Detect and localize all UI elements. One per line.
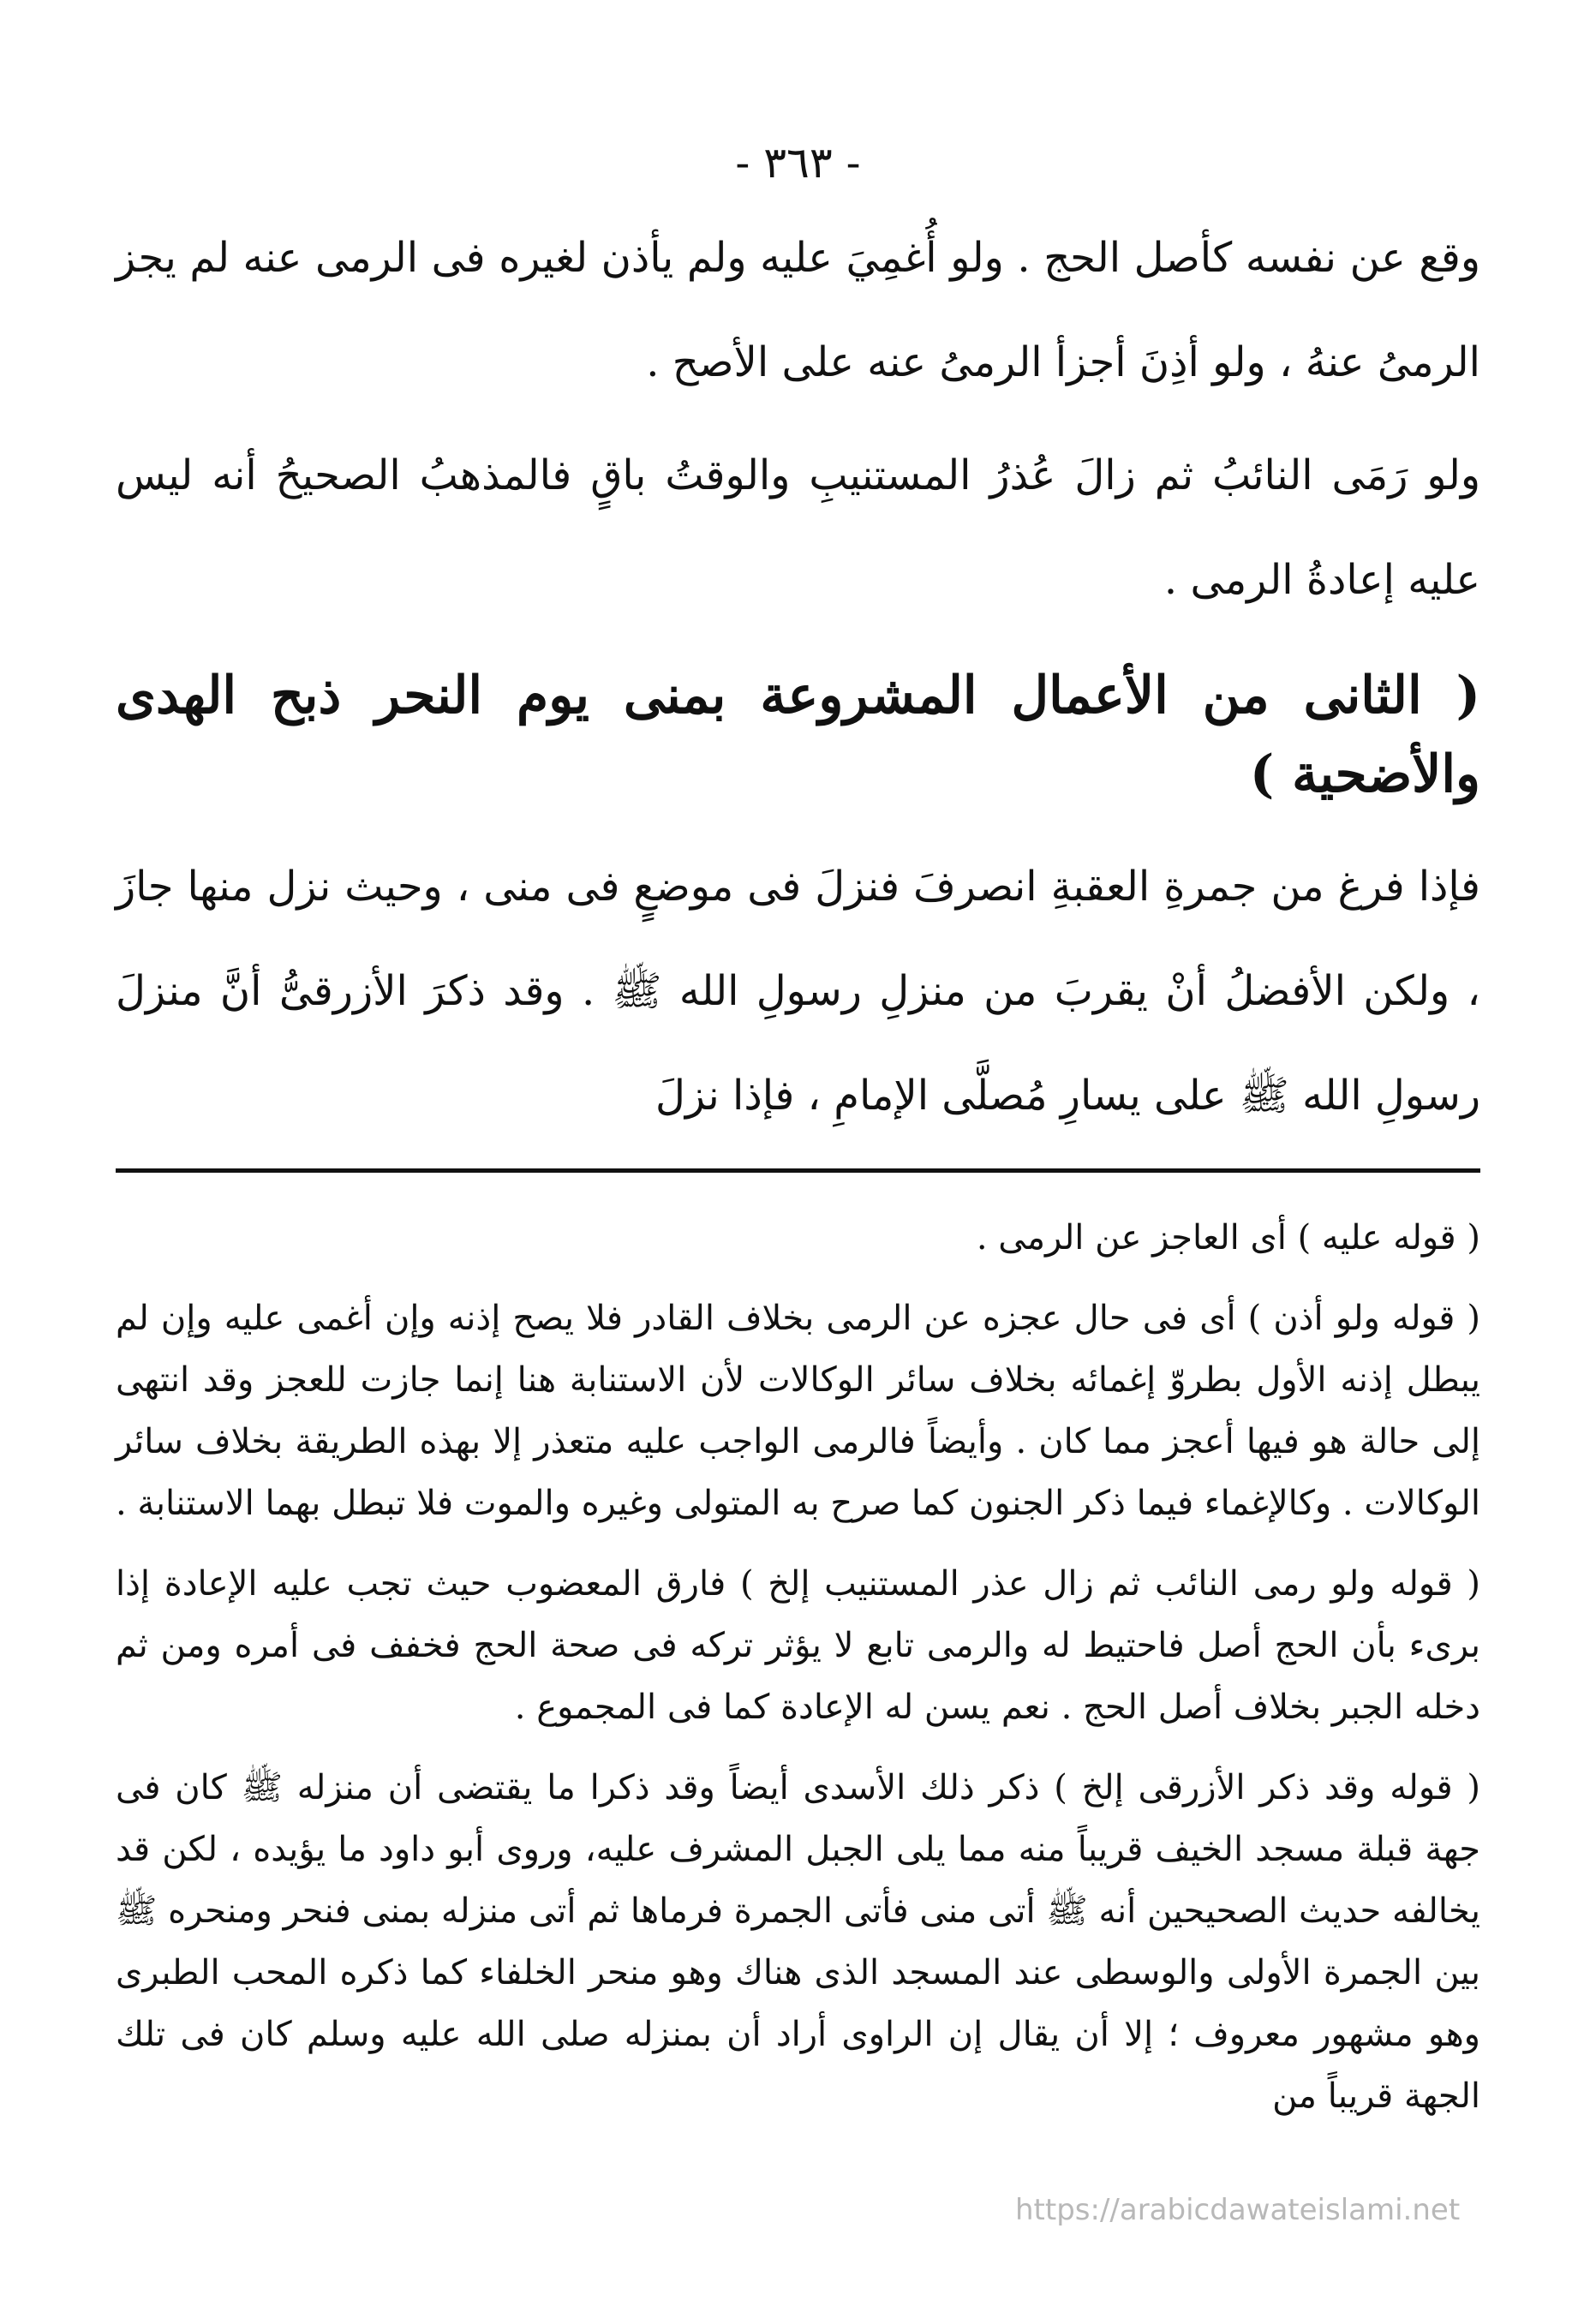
watermark-url: https://arabicdawateislami.net	[1015, 2193, 1461, 2227]
main-paragraph-3: فإذا فرغ من جمرةِ العقبةِ انصرفَ فنزلَ فى موضعٍ فى منى ، وحيث نزل منها جازَ ، ولكن الأفضلُ أنْ يقربَ من منزلِ رسولِ الله ﷺ . وقد ذكرَ الأزرقىُّ أنَّ منزلَ رسولِ الله ﷺ على يسارِ مُصلَّى الإمامِ ، فإذا نزلَ	[116, 863, 1480, 1120]
footnote-divider	[116, 1168, 1480, 1173]
footnote-3: ( قوله ولو رمى النائب ثم زال عذر المستنيب إلخ ) فارق المعضوب حيث تجب عليه الإعادة إذا برىء بأن الحج أصل فاحتيط له والرمى تابع لا يؤثر تركه فى صحة الحج فخفف فى أمره ومن ثم دخله الجبر بخلاف أصل الحج . نعم يسن له الإعادة كما فى المجموع .	[116, 1564, 1480, 1727]
main-paragraph-2: ولو رَمَى النائبُ ثم زالَ عُذرُ المستنيبِ والوقتُ باقٍ فالمذهبُ الصحيحُ أنه ليس عليه إعادةُ الرمى .	[116, 451, 1480, 604]
page-number: - ٣٦٣ -	[735, 138, 861, 188]
footnote-1: ( قوله عليه ) أى العاجز عن الرمى .	[976, 1218, 1480, 1258]
footnote-2: ( قوله ولو أذن ) أى فى حال عجزه عن الرمى بخلاف القادر فلا يصح إذنه وإن أغمى عليه وإن لم يبطل إذنه الأول بطروّ إغمائه بخلاف سائر الوكالات لأن الاستنابة هنا إنما جازت للعجز وقد انتهى إلى حالة هو فيها أعجز مما كان . وأيضاً فالرمى الواجب عليه متعذر إلا بهذه الطريقة بخلاف سائر الوكالات . وكالإغماء فيما ذكر الجنون كما صرح به المتولى وغيره والموت فلا تبطل بهما الاستنابة .	[116, 1299, 1480, 1523]
footnotes	[116, 1207, 1480, 2127]
footnote-4: ( قوله وقد ذكر الأزرقى إلخ ) ذكر ذلك الأسدى أيضاً وقد ذكرا ما يقتضى أن منزله ﷺ كان فى جهة قبلة مسجد الخيف قريباً منه مما يلى الجبل المشرف عليه، وروى أبو داود ما يؤيده ، لكن قد يخالفه حديث الصحيحين أنه ﷺ أتى منى فأتى الجمرة فرماها ثم أتى منزله بمنى فنحر ومنحره ﷺ بين الجمرة الأولى والوسطى عند المسجد الذى هناك وهو منحر الخلفاء كما ذكره المحب الطبرى وهو مشهور معروف ؛ إلا أن يقال إن الراوى أراد أن بمنزله صلى الله عليه وسلم كان فى تلك الجهة قريباً من	[116, 1768, 1480, 2116]
main-text	[116, 206, 1480, 1148]
section-heading: ( الثانى من الأعمال المشروعة بمنى يوم النحر ذبح الهدى والأضحية )	[116, 666, 1480, 804]
main-paragraph-1: وقع عن نفسه كأصل الحج . ولو أُغمِيَ عليه ولم يأذن لغيره فى الرمى عنه لم يجز الرمىُ عنهُ ، ولو أذِنَ أجزأ الرمىُ عنه على الأصح .	[116, 234, 1480, 386]
